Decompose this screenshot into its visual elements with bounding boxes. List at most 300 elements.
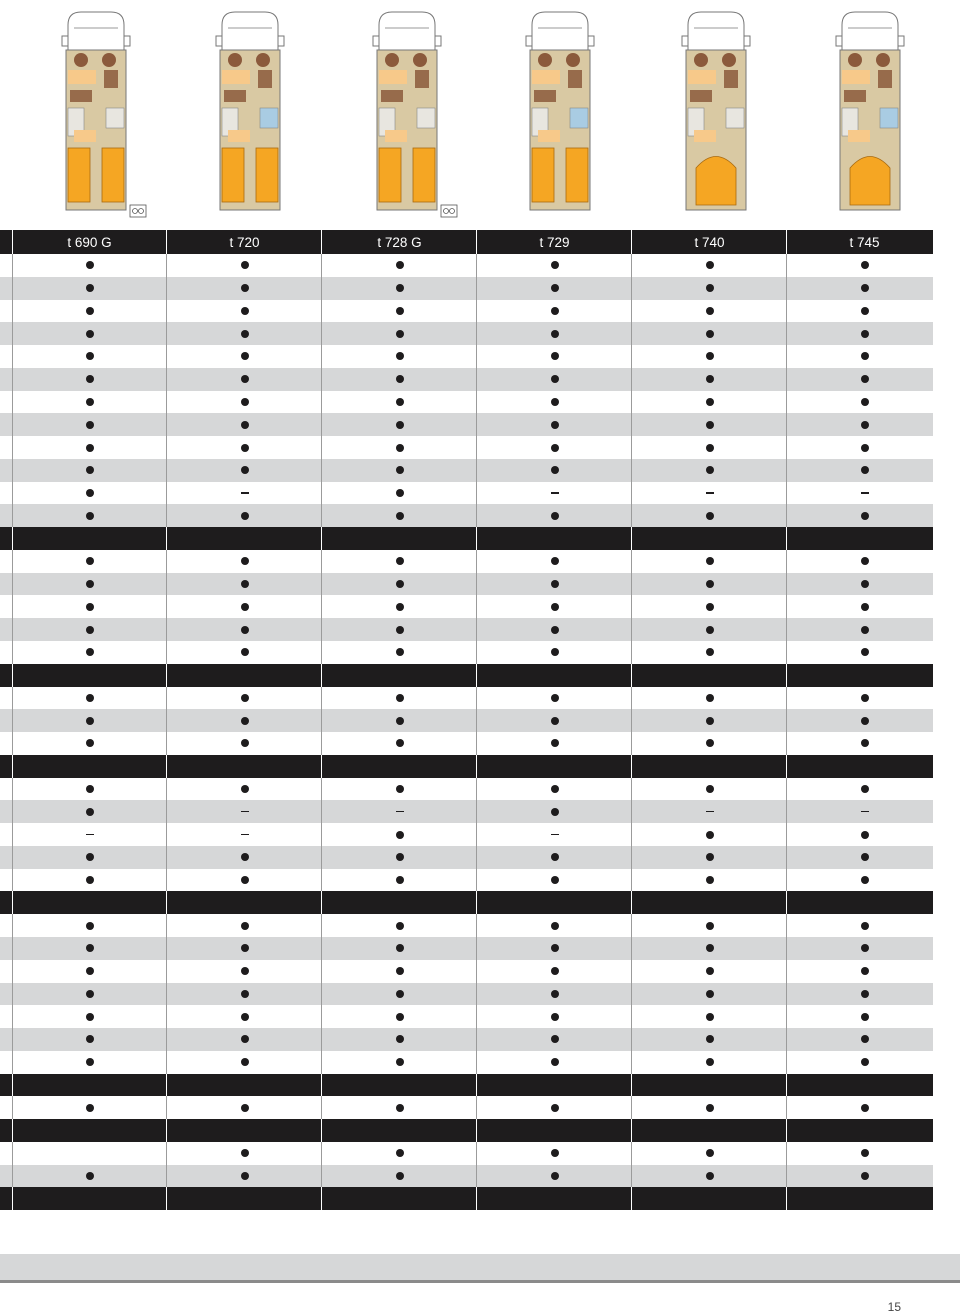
table-cell [12,413,167,436]
included-dot-icon [241,261,249,269]
column-header: t 728 G [377,234,422,250]
included-dot-icon [706,922,714,930]
included-dot-icon [241,375,249,383]
included-dot-icon [706,831,714,839]
table-row [0,277,933,300]
included-dot-icon [551,307,559,315]
column-divider [476,1119,477,1142]
table-cell [787,277,942,300]
table-cell [167,1165,322,1188]
included-dot-icon [86,739,94,747]
table-cell [12,732,167,755]
column-header: t 720 [229,234,260,250]
included-dot-icon [551,785,559,793]
table-cell [477,869,632,892]
included-dot-icon [396,489,404,497]
table-cell [787,778,942,801]
included-dot-icon [396,307,404,315]
included-dot-icon [551,330,559,338]
not-available-dash-icon [241,492,249,493]
table-cell [787,300,942,323]
included-dot-icon [706,626,714,634]
table-cell [167,345,322,368]
included-dot-icon [396,330,404,338]
included-dot-icon [86,944,94,952]
included-dot-icon [706,717,714,725]
table-cell [167,504,322,527]
table-cell [632,846,787,869]
table-cell [322,960,477,983]
table-cell [12,1051,167,1074]
included-dot-icon [241,330,249,338]
included-dot-icon [396,1013,404,1021]
included-dot-icon [706,1035,714,1043]
included-dot-icon [396,421,404,429]
included-dot-icon [241,307,249,315]
table-cell [632,732,787,755]
table-cell [477,573,632,596]
not-available-dash-icon [861,811,869,812]
table-row [0,1096,933,1119]
table-cell [787,1142,942,1165]
included-dot-icon [396,444,404,452]
column-divider [12,527,13,550]
included-dot-icon [241,967,249,975]
included-dot-icon [861,717,869,725]
table-row [0,687,933,710]
included-dot-icon [86,990,94,998]
not-available-dash-icon [241,834,249,835]
table-cell [12,254,167,277]
included-dot-icon [241,922,249,930]
included-dot-icon [861,261,869,269]
included-dot-icon [396,1058,404,1066]
included-dot-icon [551,466,559,474]
included-dot-icon [241,512,249,520]
included-dot-icon [706,1058,714,1066]
included-dot-icon [551,421,559,429]
included-dot-icon [241,853,249,861]
included-dot-icon [551,352,559,360]
included-dot-icon [861,1058,869,1066]
footer-line [0,1280,960,1283]
table-cell [632,1051,787,1074]
included-dot-icon [551,876,559,884]
table-row [0,641,933,664]
included-dot-icon [551,1035,559,1043]
included-dot-icon [86,398,94,406]
table-cell [167,550,322,573]
table-cell [322,504,477,527]
table-cell [477,1096,632,1119]
table-cell [477,732,632,755]
table-row [0,1165,933,1188]
table-cell [322,1096,477,1119]
table-cell [477,1051,632,1074]
column-divider [631,1119,632,1142]
table-cell [167,732,322,755]
table-cell [632,1096,787,1119]
included-dot-icon [551,1104,559,1112]
included-dot-icon [551,1013,559,1021]
table-cell [477,960,632,983]
table-cell [322,732,477,755]
table-row [0,869,933,892]
table-cell [787,709,942,732]
column-header: t 690 G [67,234,112,250]
included-dot-icon [551,603,559,611]
included-dot-icon [241,1149,249,1157]
table-cell [632,823,787,846]
included-dot-icon [241,1172,249,1180]
included-dot-icon [86,580,94,588]
included-dot-icon [241,421,249,429]
table-row [0,1051,933,1074]
included-dot-icon [86,967,94,975]
floor-plan-2 [208,0,308,225]
table-cell [477,391,632,414]
included-dot-icon [551,284,559,292]
included-dot-icon [241,557,249,565]
table-cell [632,687,787,710]
column-divider [12,1142,13,1165]
included-dot-icon [861,626,869,634]
column-divider [786,664,787,687]
included-dot-icon [86,1104,94,1112]
table-cell [787,1005,942,1028]
table-cell [787,983,942,1006]
table-cell [477,436,632,459]
included-dot-icon [86,922,94,930]
table-row [0,300,933,323]
table-cell [632,391,787,414]
table-cell [632,504,787,527]
included-dot-icon [396,853,404,861]
table-cell [167,983,322,1006]
column-divider [321,1187,322,1210]
included-dot-icon [861,831,869,839]
table-cell [12,504,167,527]
table-cell [477,914,632,937]
included-dot-icon [241,580,249,588]
included-dot-icon [861,1149,869,1157]
included-dot-icon [706,284,714,292]
table-cell [477,254,632,277]
table-cell [787,823,942,846]
column-divider [786,1074,787,1097]
included-dot-icon [241,944,249,952]
table-cell [632,368,787,391]
included-dot-icon [396,1104,404,1112]
table-cell [322,1005,477,1028]
column-divider [476,664,477,687]
included-dot-icon [706,990,714,998]
table-cell [12,436,167,459]
included-dot-icon [861,1104,869,1112]
included-dot-icon [861,648,869,656]
included-dot-icon [86,466,94,474]
table-row [0,914,933,937]
table-cell [787,641,942,664]
table-cell [322,459,477,482]
table-cell [787,914,942,937]
column-header: t 745 [849,234,880,250]
table-cell [787,732,942,755]
included-dot-icon [706,603,714,611]
table-cell [167,687,322,710]
section-divider-row [0,1187,933,1210]
included-dot-icon [396,922,404,930]
included-dot-icon [86,421,94,429]
table-cell [477,595,632,618]
table-row [0,1142,933,1165]
included-dot-icon [551,967,559,975]
table-cell [787,573,942,596]
table-cell [787,550,942,573]
included-dot-icon [86,1172,94,1180]
included-dot-icon [86,284,94,292]
table-cell [787,687,942,710]
table-cell [787,322,942,345]
table-cell [477,300,632,323]
included-dot-icon [706,1149,714,1157]
column-divider [786,1187,787,1210]
table-cell [12,573,167,596]
table-cell [12,322,167,345]
floor-plan-6 [828,0,928,225]
table-cell [322,322,477,345]
table-cell [12,983,167,1006]
included-dot-icon [551,648,559,656]
table-cell [167,573,322,596]
table-cell [12,391,167,414]
table-cell [477,1005,632,1028]
table-cell [12,869,167,892]
not-available-dash-icon [551,492,559,493]
table-row [0,937,933,960]
included-dot-icon [396,717,404,725]
included-dot-icon [861,1013,869,1021]
table-cell [477,641,632,664]
not-available-dash-icon [86,834,94,835]
included-dot-icon [86,1035,94,1043]
table-row [0,436,933,459]
included-dot-icon [706,944,714,952]
included-dot-icon [551,808,559,816]
column-divider [12,1074,13,1097]
table-row [0,823,933,846]
included-dot-icon [86,717,94,725]
included-dot-icon [241,352,249,360]
table-cell [167,778,322,801]
table-cell [167,823,322,846]
column-header: t 729 [539,234,570,250]
table-cell [167,846,322,869]
table-cell [477,368,632,391]
table-cell [322,300,477,323]
table-cell [632,595,787,618]
included-dot-icon [706,444,714,452]
table-cell [167,800,322,823]
included-dot-icon [706,853,714,861]
table-cell [322,573,477,596]
table-cell [167,937,322,960]
table-cell [477,1142,632,1165]
included-dot-icon [861,466,869,474]
floor-plan-5 [674,0,774,225]
table-cell [632,1005,787,1028]
column-divider [166,527,167,550]
table-cell [12,641,167,664]
column-divider [12,1187,13,1210]
section-divider-row [0,664,933,687]
included-dot-icon [706,261,714,269]
table-cell [322,413,477,436]
included-dot-icon [861,580,869,588]
table-cell [632,618,787,641]
table-cell [12,550,167,573]
column-divider [786,527,787,550]
floor-plan-3 [365,0,465,225]
included-dot-icon [861,352,869,360]
table-cell [12,277,167,300]
column-divider [166,664,167,687]
column-divider [321,1074,322,1097]
included-dot-icon [706,580,714,588]
table-cell [632,254,787,277]
included-dot-icon [396,739,404,747]
table-cell [167,641,322,664]
table-cell [12,846,167,869]
table-row [0,1005,933,1028]
column-divider [166,1187,167,1210]
included-dot-icon [396,261,404,269]
included-dot-icon [86,603,94,611]
table-cell [12,300,167,323]
included-dot-icon [241,694,249,702]
included-dot-icon [241,1035,249,1043]
included-dot-icon [396,1149,404,1157]
table-row [0,345,933,368]
included-dot-icon [86,808,94,816]
table-cell [12,345,167,368]
column-divider [476,755,477,778]
table-cell [632,436,787,459]
table-cell [477,687,632,710]
table-cell [632,937,787,960]
footer-bar [0,1254,960,1280]
included-dot-icon [86,489,94,497]
table-cell [12,459,167,482]
table-cell [322,1142,477,1165]
table-cell [12,914,167,937]
table-cell [167,300,322,323]
table-cell [477,1028,632,1051]
table-cell [12,778,167,801]
included-dot-icon [86,330,94,338]
table-cell [12,800,167,823]
included-dot-icon [396,375,404,383]
table-cell [787,368,942,391]
table-row [0,254,933,277]
column-divider [786,1119,787,1142]
table-cell [787,960,942,983]
included-dot-icon [861,375,869,383]
table-cell [477,709,632,732]
table-cell [322,869,477,892]
table-row [0,960,933,983]
table-cell [12,368,167,391]
table-cell [632,914,787,937]
included-dot-icon [396,967,404,975]
included-dot-icon [551,444,559,452]
table-row [0,983,933,1006]
table-cell [787,413,942,436]
included-dot-icon [861,694,869,702]
table-cell [632,641,787,664]
included-dot-icon [861,967,869,975]
table-cell [632,573,787,596]
included-dot-icon [706,648,714,656]
table-cell [167,322,322,345]
table-cell [477,322,632,345]
table-cell [477,1165,632,1188]
included-dot-icon [396,1035,404,1043]
included-dot-icon [551,261,559,269]
table-cell [632,413,787,436]
table-cell [477,846,632,869]
page-number: 15 [887,1300,901,1314]
table-cell [477,345,632,368]
table-cell [167,1051,322,1074]
included-dot-icon [706,1172,714,1180]
table-cell [322,436,477,459]
included-dot-icon [241,603,249,611]
included-dot-icon [396,990,404,998]
table-cell [12,687,167,710]
table-cell [787,1051,942,1074]
table-cell [787,482,942,505]
included-dot-icon [241,739,249,747]
table-row [0,504,933,527]
table-cell [477,937,632,960]
table-cell [477,550,632,573]
table-cell [322,391,477,414]
included-dot-icon [551,717,559,725]
included-dot-icon [551,1172,559,1180]
column-divider [321,1119,322,1142]
column-divider [631,891,632,914]
table-cell [477,413,632,436]
included-dot-icon [861,922,869,930]
included-dot-icon [551,990,559,998]
included-dot-icon [396,1172,404,1180]
table-row [0,322,933,345]
table-cell [632,983,787,1006]
included-dot-icon [86,261,94,269]
included-dot-icon [396,944,404,952]
included-dot-icon [551,626,559,634]
column-divider [321,755,322,778]
table-row [0,368,933,391]
table-cell [12,1096,167,1119]
included-dot-icon [396,694,404,702]
table-cell [322,550,477,573]
table-row [0,1028,933,1051]
table-cell [167,482,322,505]
floor-plan-strip [0,0,960,230]
included-dot-icon [241,717,249,725]
